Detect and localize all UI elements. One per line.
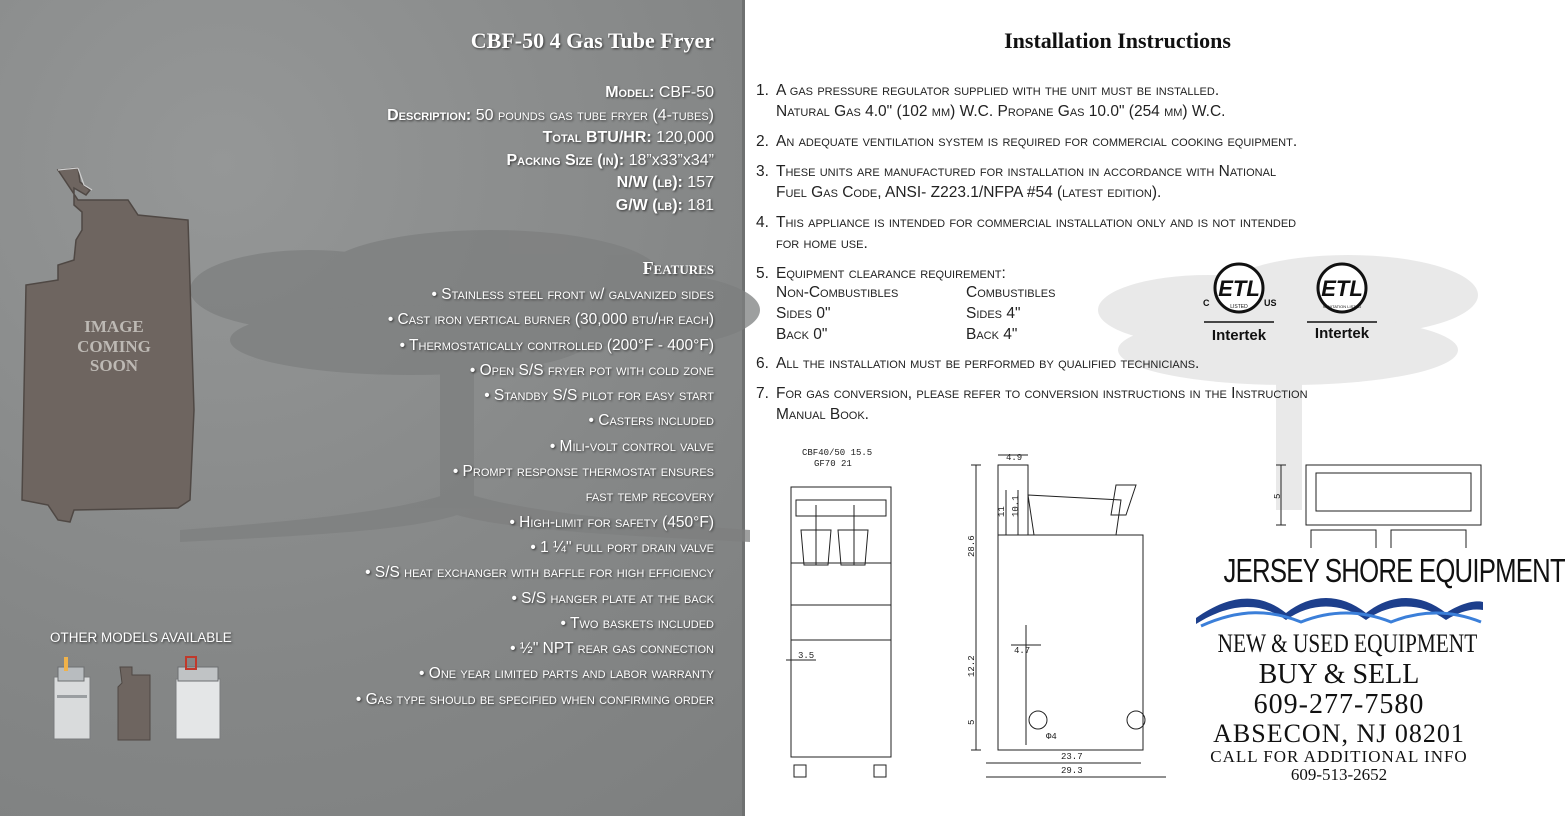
instruction-number: 5. — [756, 265, 769, 282]
instruction-number: 7. — [756, 385, 769, 402]
instruction-number: 1. — [756, 82, 769, 99]
feature-item: • Casters included — [588, 412, 714, 430]
dealer-phone[interactable]: 609-277-7580 — [1253, 689, 1425, 720]
wave-logo-icon — [1191, 588, 1487, 628]
feature-item: • High-limit for safety (450°F) — [509, 513, 714, 531]
dealer-phone-secondary[interactable]: 609-513-2652 — [1290, 765, 1388, 784]
spec-value: 181 — [682, 196, 714, 214]
spec-key: N/W (lb): — [616, 174, 683, 191]
image-coming-soon — [52, 317, 176, 376]
svg-text:LISTED: LISTED — [1230, 304, 1248, 310]
placeholder-line: SOON — [89, 356, 139, 375]
svg-text:ETL: ETL — [1218, 276, 1260, 301]
spec-key: Description: — [387, 106, 472, 124]
spec-key: G/W (lb): — [615, 196, 683, 214]
svg-text:ETL: ETL — [1321, 276, 1363, 301]
instruction-line: Manual Book. — [776, 406, 869, 423]
spec-row — [387, 172, 714, 195]
spec-panel — [0, 0, 745, 816]
svg-text:29.3: 29.3 — [1061, 766, 1083, 776]
instruction-line: Natural Gas 4.0" (102 mm) W.C. Propane Gas 10.0" (254 mm) W.C. — [776, 103, 1226, 120]
feature-item: • One year limited parts and labor warranty — [419, 665, 714, 683]
instruction-line: These units are manufactured for installation in accordance with National — [776, 163, 1277, 180]
spec-key: Packing Size (in): — [506, 151, 625, 169]
feature-list — [356, 282, 714, 712]
clearance-table — [776, 282, 1156, 345]
instruction-item — [756, 80, 1481, 122]
instruction-list — [756, 80, 1481, 434]
instruction-number: 2. — [756, 133, 769, 150]
svg-text:3.5: 3.5 — [798, 651, 815, 661]
etl-listed-mark — [1198, 260, 1280, 346]
spec-value: 157 — [682, 174, 714, 191]
svg-text:C: C — [1203, 298, 1210, 308]
svg-text:23.7: 23.7 — [1061, 752, 1083, 762]
feature-item: fast temp recovery — [585, 488, 714, 506]
feature-item: • S/S hanger plate at the back — [511, 589, 714, 607]
feature-item: • Gas type should be specified when confirming order — [355, 690, 714, 708]
spec-row — [387, 150, 714, 173]
thumb-fryer-1 — [54, 657, 90, 739]
svg-text:5: 5 — [967, 719, 977, 725]
clearance-header: Combustibles — [966, 284, 1056, 301]
spec-row — [387, 127, 714, 150]
thumb-fryer-3 — [176, 657, 220, 739]
svg-text:4.7: 4.7 — [1014, 646, 1031, 656]
svg-text:10.1: 10.1 — [1011, 495, 1021, 517]
other-models-thumbnails[interactable] — [52, 655, 232, 745]
feature-item: • Cast iron vertical burner (30,000 btu/hr each) — [387, 311, 714, 329]
spec-list — [387, 82, 714, 217]
feature-item: • Mili-volt control valve — [549, 437, 714, 455]
feature-item: • 1 ¼" full port drain valve — [530, 538, 714, 556]
svg-text:Intertek: Intertek — [1211, 327, 1267, 344]
etl-sanitation-mark — [1301, 260, 1383, 346]
feature-item: • Standby S/S pilot for easy start — [484, 387, 714, 405]
instruction-line: For gas conversion, please refer to conversion instructions in the Instruction — [776, 385, 1308, 402]
instruction-line: Equipment clearance requirement: — [776, 265, 1006, 282]
spec-key: Total BTU/HR: — [542, 129, 652, 146]
instruction-item — [756, 131, 1481, 152]
svg-text:US: US — [1264, 298, 1277, 308]
feature-item: • Thermostatically controlled (200°F - 400°F) — [399, 336, 714, 354]
svg-text:4.9: 4.9 — [1006, 453, 1023, 463]
dealer-call-info: CALL FOR ADDITIONAL INFO — [1210, 747, 1468, 766]
spec-row — [387, 82, 714, 105]
clearance-header: Non-Combustibles — [776, 284, 899, 301]
product-title: CBF-50 4 Gas Tube Fryer — [470, 28, 714, 53]
other-models-label: OTHER MODELS AVAILABLE — [50, 630, 232, 645]
instruction-line: This appliance is intended for commercial installation only and is not intended — [776, 214, 1297, 231]
feature-item: • Open S/S fryer pot with cold zone — [469, 361, 714, 379]
feature-item: • Two baskets included — [560, 614, 714, 632]
instruction-item — [756, 383, 1481, 425]
instruction-item — [756, 161, 1481, 203]
thumb-fryer-2 — [118, 667, 150, 740]
svg-text:Φ4: Φ4 — [1046, 732, 1057, 742]
spec-row — [387, 195, 714, 218]
svg-text:Intertek: Intertek — [1314, 325, 1370, 342]
instruction-item — [756, 353, 1481, 374]
svg-text:5: 5 — [1273, 493, 1283, 499]
feature-item: • S/S heat exchanger with baffle for high efficiency — [365, 564, 714, 582]
dealer-location: ABSECON, NJ 08201 — [1213, 719, 1465, 748]
spec-key: Model: — [605, 84, 655, 101]
spec-value: CBF-50 — [654, 84, 714, 101]
clearance-value: Sides 0" — [776, 305, 831, 322]
svg-text:28.6: 28.6 — [967, 535, 977, 557]
svg-text:11: 11 — [997, 506, 1007, 517]
svg-text:GF70 21: GF70 21 — [814, 459, 852, 469]
placeholder-line: COMING — [77, 336, 151, 356]
spec-value: 120,000 — [651, 129, 714, 146]
feature-item: • Stainless steel front w/ galvanized sides — [431, 286, 714, 303]
instruction-line: An adequate ventilation system is required for commercial cooking equipment. — [776, 133, 1298, 150]
instruction-number: 6. — [756, 355, 769, 372]
clearance-value: Back 0" — [776, 326, 828, 343]
svg-text:12.2: 12.2 — [967, 655, 977, 677]
dealer-tagline: NEW & USED EQUIPMENT — [1217, 629, 1478, 658]
clearance-value: Back 4" — [966, 326, 1018, 343]
instruction-line: A gas pressure regulator supplied with the unit must be installed. — [776, 82, 1220, 99]
instructions-panel — [748, 0, 1565, 816]
spec-row — [387, 105, 714, 128]
clearance-non-combustibles — [776, 282, 966, 345]
instruction-line: for home use. — [776, 235, 868, 252]
instruction-line: Fuel Gas Code, ANSI- Z223.1/NFPA #54 (latest edition). — [776, 184, 1162, 201]
feature-item: • Prompt response thermostat ensures — [452, 463, 714, 481]
features-heading: Features — [642, 258, 714, 278]
instruction-item — [756, 212, 1481, 254]
instruction-number: 3. — [756, 163, 769, 180]
placeholder-line: IMAGE — [84, 317, 144, 336]
dealer-buy-sell: BUY & SELL — [1258, 659, 1420, 690]
feature-item: • ½" NPT rear gas connection — [510, 640, 714, 658]
svg-text:SANITATION LISTED: SANITATION LISTED — [1322, 304, 1362, 309]
instruction-line: All the installation must be performed by qualified technicians. — [776, 355, 1200, 372]
spec-value: 18”x33”x34” — [624, 151, 714, 169]
clearance-value: Sides 4" — [966, 305, 1021, 322]
clearance-combustibles — [966, 282, 1156, 345]
instructions-title: Installation Instructions — [1004, 28, 1231, 53]
instruction-number: 4. — [756, 214, 769, 231]
svg-text:CBF40/50 15.5: CBF40/50 15.5 — [802, 448, 873, 458]
dealer-name: JERSEY SHORE EQUIPMENT — [1223, 552, 1565, 589]
dealer-logo — [1191, 548, 1565, 816]
spec-value: 50 pounds gas tube fryer (4-tubes) — [471, 106, 714, 124]
